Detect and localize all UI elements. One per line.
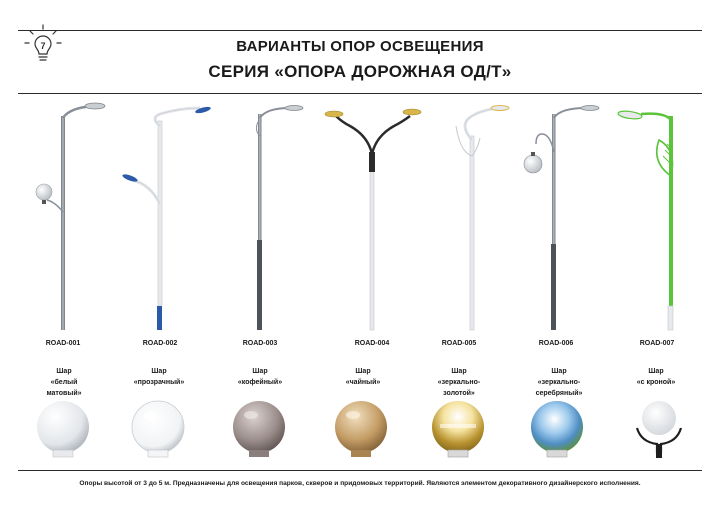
ball-mirror-silver <box>527 398 587 460</box>
pole-road-005 <box>456 106 509 331</box>
item-code-road-004: ROAD-004 <box>354 340 390 347</box>
footer-note: Опоры высотой от 3 до 5 м. Предназначены для освещения парков, скверов и придомовых территорий. Являются элементом декоративного дизайнерского исполнения. <box>79 480 641 487</box>
item-code-road-001: ROAD-001 <box>45 340 81 347</box>
pole-road-001 <box>36 103 105 330</box>
item-desc-road-003: Шар «кофейный» <box>237 368 283 386</box>
item-code-road-002: ROAD-002 <box>142 340 178 347</box>
pole-road-002 <box>122 106 212 330</box>
top-rule <box>18 30 702 31</box>
item-desc-road-007: Шар «с кроной» <box>636 368 676 386</box>
page-title: ВАРИАНТЫ ОПОР ОСВЕЩЕНИЯ <box>236 38 484 55</box>
logo-number: 7 <box>40 41 46 51</box>
ball-coffee <box>229 398 289 460</box>
footer-top-rule <box>18 470 702 471</box>
pole-road-006 <box>524 106 599 331</box>
item-desc-road-002: Шар «прозрачный» <box>133 368 185 386</box>
ball-with-crown <box>629 398 689 460</box>
poles-illustration <box>0 96 720 336</box>
item-desc-road-004: Шар «чайный» <box>345 368 381 386</box>
item-code-road-003: ROAD-003 <box>242 340 278 347</box>
pole-road-004 <box>325 109 421 330</box>
item-code-road-006: ROAD-006 <box>538 340 574 347</box>
pole-road-007 <box>618 110 673 330</box>
item-desc-road-001: Шар «белый матовый» <box>46 368 82 397</box>
pole-road-003 <box>256 106 303 331</box>
ball-transparent <box>128 398 188 460</box>
ball-white-matte <box>33 398 93 460</box>
item-code-road-005: ROAD-005 <box>441 340 477 347</box>
page-subtitle: СЕРИЯ «ОПОРА ДОРОЖНАЯ ОД/Т» <box>208 62 512 81</box>
ball-tea <box>331 398 391 460</box>
header-bottom-rule <box>18 93 702 94</box>
item-desc-road-005: Шар «зеркально- золотой» <box>437 368 481 397</box>
item-desc-road-006: Шар «зеркально- серебряный» <box>535 368 583 397</box>
ball-mirror-gold <box>428 398 488 460</box>
item-code-road-007: ROAD-007 <box>639 340 675 347</box>
